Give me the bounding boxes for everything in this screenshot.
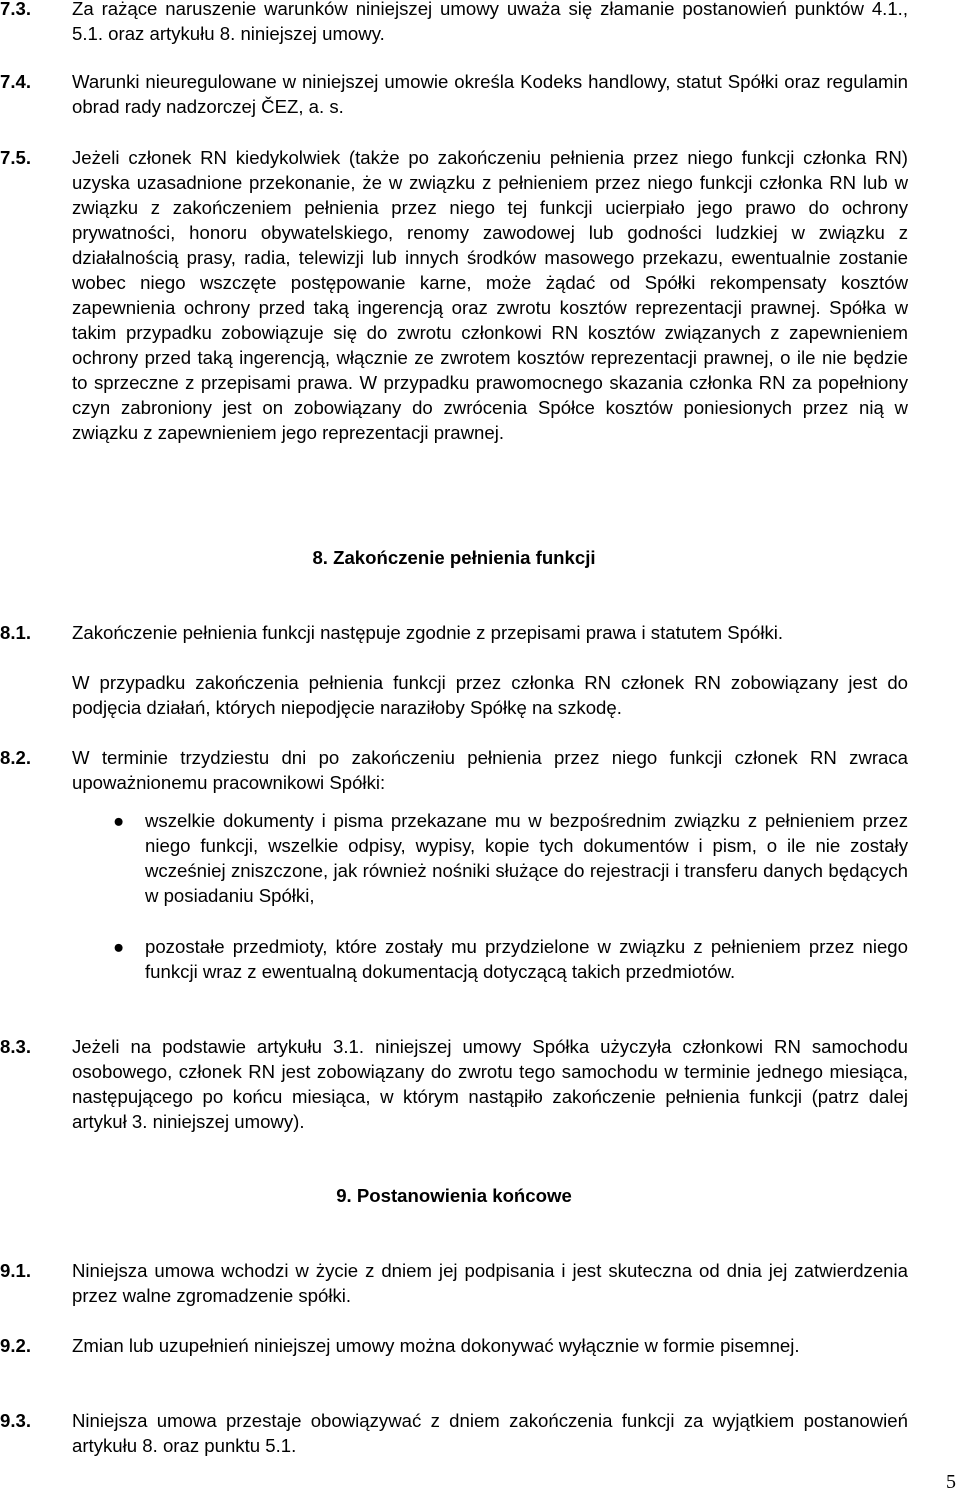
clause-8-1-paragraph: W przypadku zakończenia pełnienia funkcji przez członka RN członek RN zobowiązany jest do podjęcia działań, których niepodjęcie naraziłoby Spółkę na szkodę. (72, 672, 908, 718)
clause-text: Jeżeli na podstawie artykułu 3.1. niniejszej umowy Spółka użyczyła członkowi RN samochodu osobowego, członek RN jest zobowiązany do zwrotu tego samochodu w terminie jednego miesiąca, następującego po końcu miesiąca, w którym nastąpiło zakończenie pełnienia funkcji (patrz dalej artykuł 3. niniejszej umowy). (72, 1036, 908, 1132)
list-item-text: wszelkie dokumenty i pisma przekazane mu w bezpośrednim związku z pełnieniem przez niego funkcji, wszelkie odpisy, wypisy, kopie tych dokumentów i pism, o ile nie zostały wcześniej zniszczone, jak również nośniki służące do rejestracji i transferu danych będących w posiadaniu Spółki, (145, 810, 908, 906)
clause-7-5 (0, 145, 908, 445)
clause-text: W terminie trzydziestu dni po zakończeniu pełnienia przez niego funkcji członek RN zwraca upoważnionemu pracownikowi Spółki: (72, 747, 908, 793)
section-heading-9: 9. Postanowienia końcowe (336, 1185, 572, 1206)
clause-number: 9.3. (0, 1410, 32, 1431)
clause-text: Jeżeli członek RN kiedykolwiek (także po zakończeniu pełnienia przez niego funkcji członka RN) uzyska uzasadnione przekonanie, że w związku z pełnieniem przez niego funkcji członka RN lub w związku z zakończeniem pełnienia przez niego tej funkcji ucierpiało jego prawo do ochrony prywatności, honoru obywatelskiego, renomy zawodowej lub godności ludzkiej w związku z działalnością prasy, radia, telewizji lub innych środków masowego przekazu, ewentualnie zostanie wobec niego wszczęte postępowanie karne, może żądać od Spółki rekompensaty kosztów zapewnienia ochrony przed taką ingerencją oraz zwrotu kosztów reprezentacji prawnej. Spółka w takim przypadku zobowiązuje się do zwrotu członkowi RN kosztów związanych z zapewnieniem ochrony przed taką ingerencją, włącznie ze zwrotem kosztów reprezentacji prawnej, o ile nie będzie to sprzeczne z przepisami prawa. W przypadku prawomocnego skazania członka RN za popełniony czyn zabroniony jest on zobowiązany do zwrócenia Spółce kosztów poniesionych przez nią w związku z zapewnieniem jego reprezentacji prawnej. (72, 147, 908, 443)
clause-text: Niniejsza umowa przestaje obowiązywać z dniem zakończenia funkcji za wyjątkiem postanowień artykułu 8. oraz punktu 5.1. (72, 1410, 908, 1456)
bullet-icon: ● (113, 810, 125, 831)
clause-9-2 (0, 1333, 908, 1358)
clause-8-2 (0, 745, 908, 795)
list-item-text: pozostałe przedmioty, które zostały mu przydzielone w związku z pełnieniem przez niego funkcji wraz z ewentualną dokumentacją dotyczącą takich przedmiotów. (145, 936, 908, 982)
clause-number: 8.3. (0, 1036, 32, 1057)
bullet-icon: ● (113, 936, 125, 957)
list-item (0, 808, 908, 908)
clause-8-3 (0, 1034, 908, 1134)
section-heading-8: 8. Zakończenie pełnienia funkcji (312, 547, 596, 568)
clause-number: 8.1. (0, 622, 32, 643)
page-number: 5 (946, 1471, 956, 1493)
clause-9-1 (0, 1258, 908, 1308)
list-item (0, 934, 908, 984)
clause-text: Warunki nieuregulowane w niniejszej umowie określa Kodeks handlowy, statut Spółki oraz regulamin obrad rady nadzorczej ČEZ, a. s. (72, 71, 908, 117)
clause-text: Zmian lub uzupełnień niniejszej umowy można dokonywać wyłącznie w formie pisemnej. (72, 1335, 800, 1356)
clause-number: 7.3. (0, 0, 32, 19)
clause-text: Niniejsza umowa wchodzi w życie z dniem jej podpisania i jest skuteczna od dnia jej zatwierdzenia przez walne zgromadzenie spółki. (72, 1260, 908, 1306)
clause-number: 9.1. (0, 1260, 32, 1281)
clause-8-1 (0, 620, 908, 645)
clause-number: 7.5. (0, 147, 32, 168)
clause-7-4 (0, 69, 908, 119)
clause-9-3 (0, 1408, 908, 1458)
clause-number: 9.2. (0, 1335, 32, 1356)
clause-number: 7.4. (0, 71, 32, 92)
clause-text: Za rażące naruszenie warunków niniejszej umowy uważa się złamanie postanowień punktów 4.1., 5.1. oraz artykułu 8. niniejszej umowy. (72, 0, 908, 44)
clause-7-3 (0, 0, 908, 46)
clause-text: Zakończenie pełnienia funkcji następuje zgodnie z przepisami prawa i statutem Spółki. (72, 622, 784, 643)
clause-number: 8.2. (0, 747, 32, 768)
